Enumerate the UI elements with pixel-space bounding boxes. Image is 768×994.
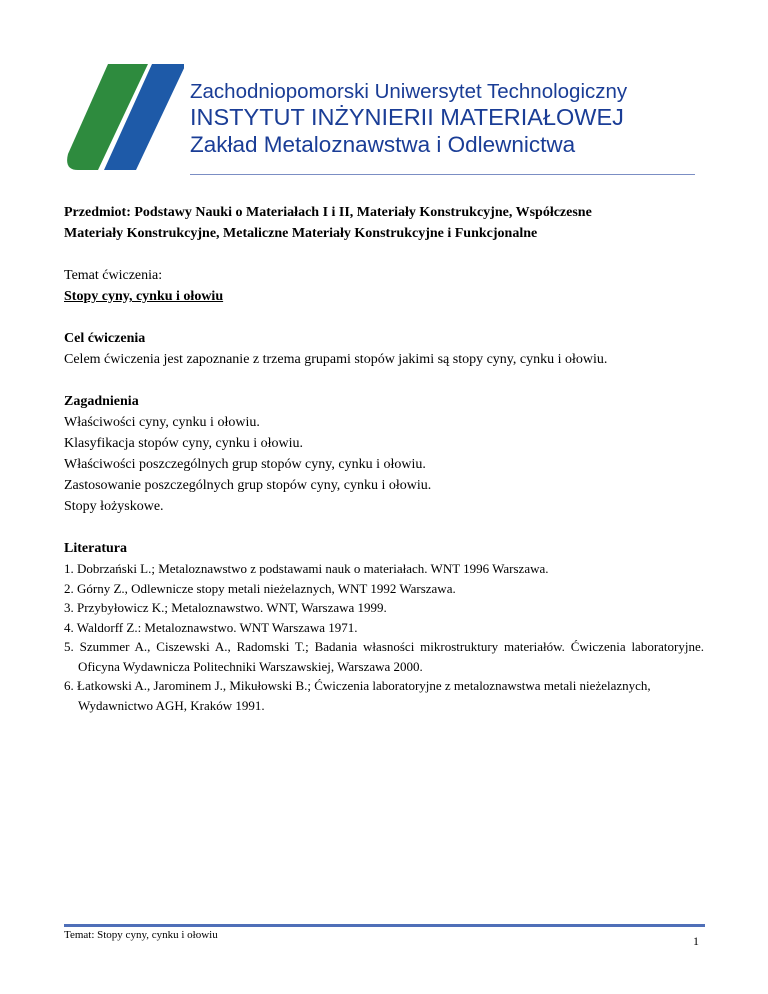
literature-list — [64, 559, 704, 715]
university-name: Zachodniopomorski Uniwersytet Technologiczny — [190, 80, 628, 103]
subject-line-2: Materiały Konstrukcyjne, Metaliczne Materiały Konstrukcyjne i Funkcjonalne — [64, 226, 538, 241]
institute-name: INSTYTUT INŻYNIERII MATERIAŁOWEJ — [190, 104, 624, 130]
topic-label: Temat ćwiczenia: — [64, 268, 163, 283]
subject-line — [64, 202, 704, 244]
document-body — [64, 202, 704, 715]
literature-item: 5. Szummer A., Ciszewski A., Radomski T.; Badania własności mikrostruktury materiałów. Ćwiczenia laboratoryjne. Oficyna Wydawnicza Politechniki Warszawskiej, Warszawa 2000. — [64, 639, 704, 674]
literature-item: 4. Waldorff Z.: Metaloznawstwo. WNT Warszawa 1971. — [64, 619, 358, 635]
literature-heading: Literatura — [64, 541, 127, 556]
literature-item: 6. Łatkowski A., Jarominem J., Mikułowski B.; Ćwiczenia laboratoryjne z metaloznawstwa metali nieżelaznych, Wydawnictwo AGH, Kraków 1991. — [64, 678, 651, 713]
list-item: Klasyfikacja stopów cyny, cynku i ołowiu. — [64, 436, 303, 451]
literature-item: 2. Górny Z., Odlewnicze stopy metali nieżelaznych, WNT 1992 Warszawa. — [64, 580, 456, 596]
list-item: Właściwości cyny, cynku i ołowiu. — [64, 415, 260, 430]
university-logo — [64, 62, 184, 174]
footer-topic: Temat: Stopy cyny, cynku i ołowiu — [64, 929, 218, 941]
subject-line-1: Przedmiot: Podstawy Nauki o Materiałach I i II, Materiały Konstrukcyjne, Współczesne — [64, 205, 592, 220]
issues-list — [64, 412, 704, 517]
goal-text: Celem ćwiczenia jest zapoznanie z trzema grupami stopów jakimi są stopy cyny, cynku i ołowiu. — [64, 352, 608, 367]
list-item: Zastosowanie poszczególnych grup stopów cyny, cynku i ołowiu. — [64, 478, 432, 493]
issues-heading: Zagadnienia — [64, 394, 139, 409]
list-item: Stopy łożyskowe. — [64, 499, 164, 514]
topic-title: Stopy cyny, cynku i ołowiu — [64, 289, 224, 304]
header-divider — [190, 174, 695, 175]
institution-header — [190, 80, 627, 159]
footer-divider — [64, 924, 705, 927]
page-number: 1 — [693, 934, 699, 948]
goal-heading: Cel ćwiczenia — [64, 331, 146, 346]
department-name: Zakład Metaloznawstwa i Odlewnictwa — [190, 132, 576, 157]
list-item: Właściwości poszczególnych grup stopów cyny, cynku i ołowiu. — [64, 457, 426, 472]
literature-item: 3. Przybyłowicz K.; Metaloznawstwo. WNT, Warszawa 1999. — [64, 600, 387, 615]
literature-item: 1. Dobrzański L.; Metaloznawstwo z podstawami nauk o materiałach. WNT 1996 Warszawa. — [64, 561, 549, 576]
